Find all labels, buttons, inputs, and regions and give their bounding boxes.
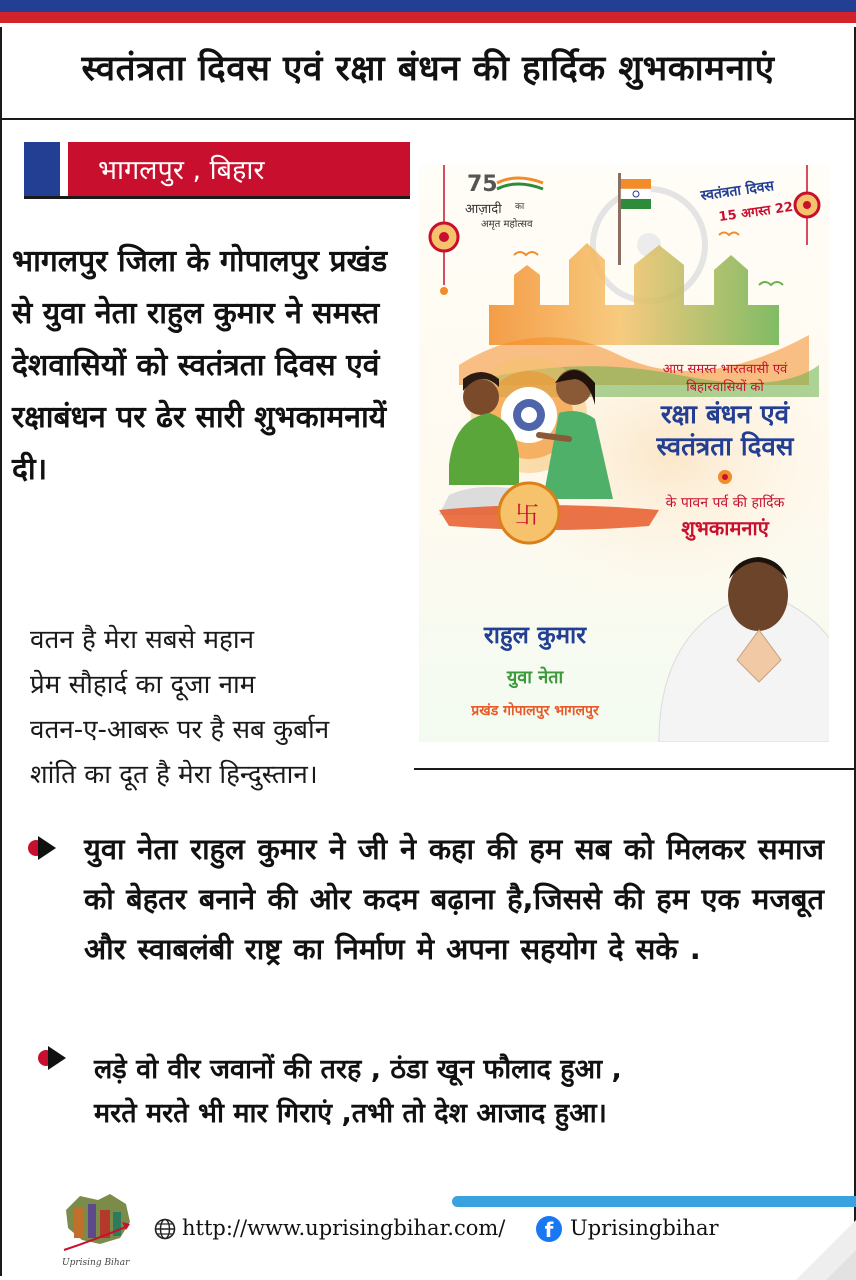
azadi-logo-line1: आज़ादी bbox=[465, 202, 502, 217]
top-stripe-blue bbox=[0, 0, 856, 12]
poster-wish-line2: शुभकामनाएं bbox=[681, 516, 769, 540]
poem bbox=[30, 618, 410, 798]
svg-text:卐: 卐 bbox=[515, 501, 539, 529]
poster-person-place: प्रखंड गोपालपुर भागलपुर bbox=[471, 703, 599, 719]
poem-line: वतन-ए-आबरू पर है सब कुर्बान bbox=[30, 715, 330, 745]
bullet-marker bbox=[28, 836, 56, 860]
poster-artwork bbox=[419, 165, 829, 742]
facebook-icon[interactable]: f bbox=[536, 1216, 562, 1242]
poster-divider bbox=[414, 768, 856, 770]
poster-date: 15 अगस्त 22 bbox=[717, 199, 795, 226]
facebook-page-link[interactable]: Uprisingbihar bbox=[570, 1216, 719, 1240]
poem-line: वतन है मेरा सबसे महान bbox=[30, 625, 255, 655]
location-underline bbox=[24, 196, 410, 199]
couplet bbox=[94, 1048, 794, 1136]
location-flag-blue bbox=[24, 142, 60, 196]
couplet-line: मरते मरते भी मार गिराएं ,तभी तो देश आजाद हुआ। bbox=[94, 1098, 607, 1129]
bullet-marker bbox=[38, 1046, 66, 1070]
page-title: स्वतंत्रता दिवस एवं रक्षा बंधन की हार्दिक शुभकामनाएं bbox=[81, 49, 775, 89]
logo-caption: Uprising Bihar bbox=[62, 1258, 130, 1268]
location-label: भागलपुर , बिहार bbox=[98, 155, 265, 186]
greeting-poster bbox=[419, 165, 829, 742]
poster-wish-line1: के पावन पर्व की हार्दिक bbox=[665, 495, 785, 511]
azadi-logo-line3: अमृत महोत्सव bbox=[481, 219, 533, 230]
bullet-arrow-icon bbox=[48, 1046, 66, 1070]
azadi-logo-number: 75 bbox=[467, 172, 498, 197]
poster-festival-line2: स्वतंत्रता दिवस bbox=[656, 432, 794, 462]
website-link[interactable]: http://www.uprisingbihar.com/ bbox=[182, 1216, 506, 1240]
poster-greeting-line1: आप समस्त भारतवासी एवं bbox=[662, 362, 788, 377]
location-flag-gap bbox=[60, 142, 68, 196]
top-stripe-gap bbox=[0, 23, 856, 27]
poem-line: शांति का दूत है मेरा हिन्दुस्तान। bbox=[30, 760, 318, 790]
poster-person-name: राहुल कुमार bbox=[483, 621, 587, 649]
couplet-line: लड़े वो वीर जवानों की तरह , ठंडा खून फौलाद हुआ , bbox=[94, 1054, 622, 1085]
title-divider bbox=[0, 118, 856, 120]
poster-greeting-line2: बिहारवासियों को bbox=[686, 380, 764, 395]
corner-decoration bbox=[756, 1180, 856, 1280]
top-stripe-red bbox=[0, 12, 856, 23]
poster-date-title: स्वतंत्रता दिवस bbox=[699, 178, 775, 205]
bullet-arrow-icon bbox=[38, 836, 56, 860]
poem-line: प्रेम सौहार्द का दूजा नाम bbox=[30, 670, 256, 700]
statement-paragraph: युवा नेता राहुल कुमार ने जी ने कहा की हम सब को मिलकर समाज को बेहतर बनाने की ओर कदम बढ़ाना है,जिससे की हम एक मजबूत और स्वाबलंबी राष्ट्र का निर्माण मे अपना सहयोग दे सके . bbox=[84, 832, 824, 966]
azadi-logo-line2: का bbox=[515, 202, 525, 212]
poster-festival-line1: रक्षा बंधन एवं bbox=[660, 400, 790, 430]
globe-icon bbox=[154, 1218, 176, 1240]
lead-paragraph: भागलपुर जिला के गोपालपुर प्रखंड से युवा नेता राहुल कुमार ने समस्त देशवासियों को स्वतंत्रता दिवस एवं रक्षाबंधन पर ढेर सारी शुभकामनायें दी। bbox=[12, 244, 388, 487]
poster-person-title: युवा नेता bbox=[506, 667, 564, 688]
